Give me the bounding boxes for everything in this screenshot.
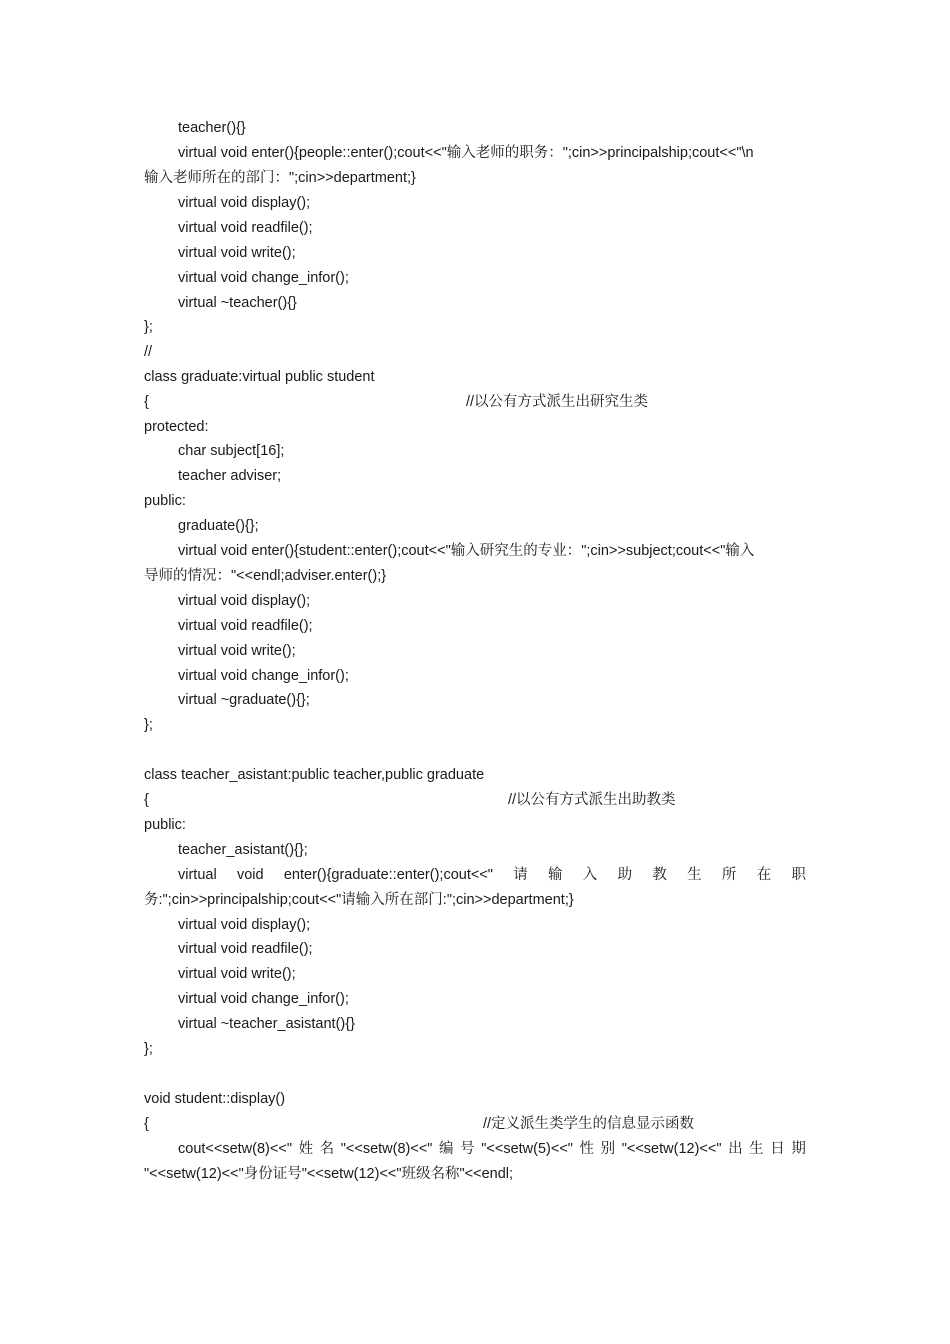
code-line: class graduate:virtual public student <box>144 369 375 385</box>
code-token: 输 <box>548 867 563 883</box>
code-line: virtual ~teacher_asistant(){} <box>178 1016 355 1032</box>
code-line: virtual void readfile(); <box>178 220 313 236</box>
code-line: virtual void display(); <box>178 593 311 609</box>
code-token: 所 <box>721 867 737 883</box>
code-token: cout<<setw(8)<<" <box>178 1141 292 1157</box>
code-line: virtual void write(); <box>178 966 296 982</box>
code-line: void student::display() <box>144 1091 286 1107</box>
code-line: graduate(){}; <box>178 518 259 534</box>
code-line: virtual void display(); <box>178 195 311 211</box>
code-line: teacher adviser; <box>178 468 282 484</box>
code-line: virtual void write(); <box>178 245 296 261</box>
code-token: "<<setw(12)<<" <box>621 1141 722 1157</box>
code-token: 出 <box>728 1141 743 1157</box>
code-comment: //以公有方式派生出研究生类 <box>466 394 649 410</box>
code-line: virtual void change_infor(); <box>178 668 349 684</box>
code-token: 编 <box>439 1141 454 1157</box>
code-token: 姓 <box>298 1141 314 1157</box>
code-token: enter(){graduate::enter();cout<<" <box>283 867 493 883</box>
code-token: "<<setw(8)<<" <box>340 1141 433 1157</box>
code-line: public: <box>144 493 186 509</box>
code-comment: //以公有方式派生出助教类 <box>508 792 676 808</box>
code-line: virtual ~teacher(){} <box>178 295 297 311</box>
code-token: 生 <box>687 867 702 883</box>
code-line: 导师的情况："<<endl;adviser.enter();} <box>144 568 387 584</box>
code-token: void <box>236 867 264 883</box>
code-line: class teacher_asistant:public teacher,public graduate <box>144 767 485 783</box>
code-line: public: <box>144 817 186 833</box>
code-token: virtual <box>178 867 217 883</box>
code-line: { <box>144 792 149 808</box>
code-line: char subject[16]; <box>178 443 285 459</box>
code-line: virtual void enter(){people::enter();cout<<"输入老师的职务：";cin>>principalship;cout<<"\n <box>178 145 754 161</box>
code-token: 在 <box>756 867 772 883</box>
code-line: virtual void readfile(); <box>178 941 313 957</box>
code-line: virtual void change_infor(); <box>178 270 349 286</box>
code-line: virtual ~graduate(){}; <box>178 692 310 708</box>
code-line: virtual void write(); <box>178 643 296 659</box>
code-line: virtual void change_infor(); <box>178 991 349 1007</box>
code-line: // <box>144 344 153 360</box>
code-token: 期 <box>791 1141 806 1157</box>
code-line: 务:";cin>>principalship;cout<<"请输入所在部门:";cin>>department;} <box>144 892 574 908</box>
code-line: }; <box>144 1041 153 1057</box>
code-token: 助 <box>617 867 633 883</box>
code-line: }; <box>144 717 153 733</box>
code-line-justified <box>178 1139 806 1159</box>
code-line: 输入老师所在的部门：";cin>>department;} <box>144 170 416 186</box>
code-line: "<<setw(12)<<"身份证号"<<setw(12)<<"班级名称"<<endl; <box>144 1166 514 1182</box>
code-line: teacher_asistant(){}; <box>178 842 308 858</box>
code-line: virtual void display(); <box>178 917 311 933</box>
code-token: 名 <box>319 1141 335 1157</box>
code-line: virtual void enter(){student::enter();cout<<"输入研究生的专业：";cin>>subject;cout<<"输入 <box>178 543 755 559</box>
code-token: 职 <box>791 867 806 883</box>
code-comment: //定义派生类学生的信息显示函数 <box>483 1116 695 1132</box>
code-token: 号 <box>460 1141 475 1157</box>
code-token: "<<setw(5)<<" <box>481 1141 573 1157</box>
code-line: teacher(){} <box>178 120 246 136</box>
code-token: 教 <box>652 867 667 883</box>
code-token: 请 <box>513 867 528 883</box>
code-line-justified <box>178 865 806 885</box>
code-line: virtual void readfile(); <box>178 618 313 634</box>
code-token: 日 <box>770 1141 785 1157</box>
code-line: { <box>144 1116 149 1132</box>
code-token: 入 <box>582 867 598 883</box>
code-line: { <box>144 394 149 410</box>
code-token: 性 <box>579 1141 595 1157</box>
code-line: protected: <box>144 419 209 435</box>
code-line: }; <box>144 319 153 335</box>
code-token: 别 <box>600 1141 616 1157</box>
code-token: 生 <box>749 1141 764 1157</box>
